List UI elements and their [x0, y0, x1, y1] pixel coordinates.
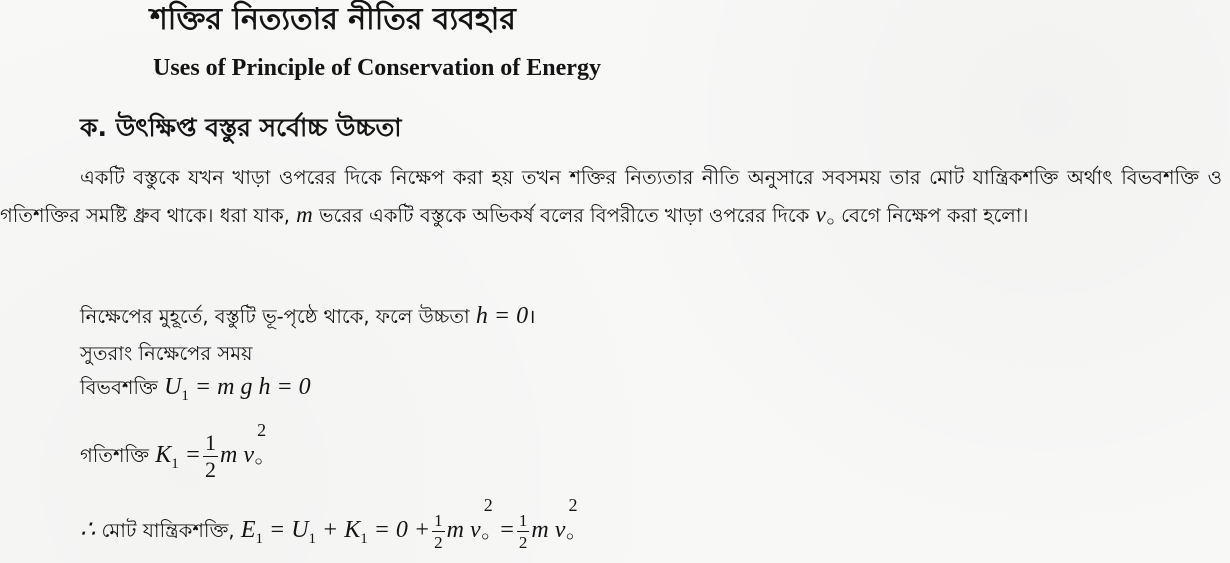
para-text-1: একটি বস্তুকে যখন খাড়া ওপরের দিকে নিক্ষেপ করা হয় তখন শক্তির নিত্যতার নীতি অনুসারে সবসময় তার মোট যান্ত্রিকশক্তি অর্থাৎ বিভবশক্তি ও গতিশক্তির সমষ্টি ধ্রুব থাকে। ধরা যাক, — [0, 166, 1222, 227]
mass-symbol: m — [296, 202, 313, 227]
intro-paragraph — [0, 159, 1222, 241]
page-title-english: Uses of Principle of Conservation of Energy — [153, 55, 601, 81]
line-throw-time: সুতরাং নিক্ষেপের সময় — [80, 342, 253, 365]
total-energy-equation: $E_1 = U_1 + K_1 = 0$ + $\frac{1}{2}$ m $v০^2=$ $\frac{1}{2}$ m $v০^2$ — [240, 495, 578, 552]
line-kinetic-energy: গতিশক্তি $K_1$ = $\frac{1}{2}$ m $v০^2$ — [80, 432, 272, 481]
line-height-zero: নিক্ষেপের মুহূর্তে, বস্তুটি ভূ-পৃষ্ঠে থাকে, ফলে উচ্চতা h = 0। — [80, 303, 536, 329]
therefore-symbol: ∴ — [80, 517, 96, 544]
line-total-mechanical-energy: ∴ মোট যান্ত্রিকশক্তি, $E_1 = U_1 + K_1 = 0$ + $\frac{1}{2}$ m $v০^2=$ $\frac{1}{2}$ m $v০^2$ — [80, 512, 584, 551]
kinetic-energy-equation: $K_1$ = $\frac{1}{2}$ m $v০^2$ — [155, 420, 267, 482]
page-title-bengali: শক্তির নিত্যতার নীতির ব্যবহার — [150, 2, 516, 37]
fraction-half: $\frac{1}{2}$ — [204, 430, 216, 482]
fraction-half-1: $\frac{1}{2}$ — [434, 511, 443, 552]
line-potential-energy: বিভবশক্তি $U_1 = m$ g h = 0 — [80, 374, 311, 404]
height-equation: h = 0 — [475, 303, 529, 329]
potential-energy-equation: $U_1 = m$ g h = 0 — [164, 374, 311, 404]
velocity-symbol: v০ — [815, 202, 835, 230]
para-text-3: বেগে নিক্ষেপ করা হলো। — [834, 204, 1029, 227]
fraction-half-2: $\frac{1}{2}$ — [518, 511, 528, 552]
section-heading: ক. উৎক্ষিপ্ত বস্তুর সর্বোচ্চ উচ্চতা — [80, 113, 402, 142]
para-text-2: ভরের একটি বস্তুকে অভিকর্ষ বলের বিপরীতে খাড়া ওপরের দিকে — [312, 204, 816, 227]
